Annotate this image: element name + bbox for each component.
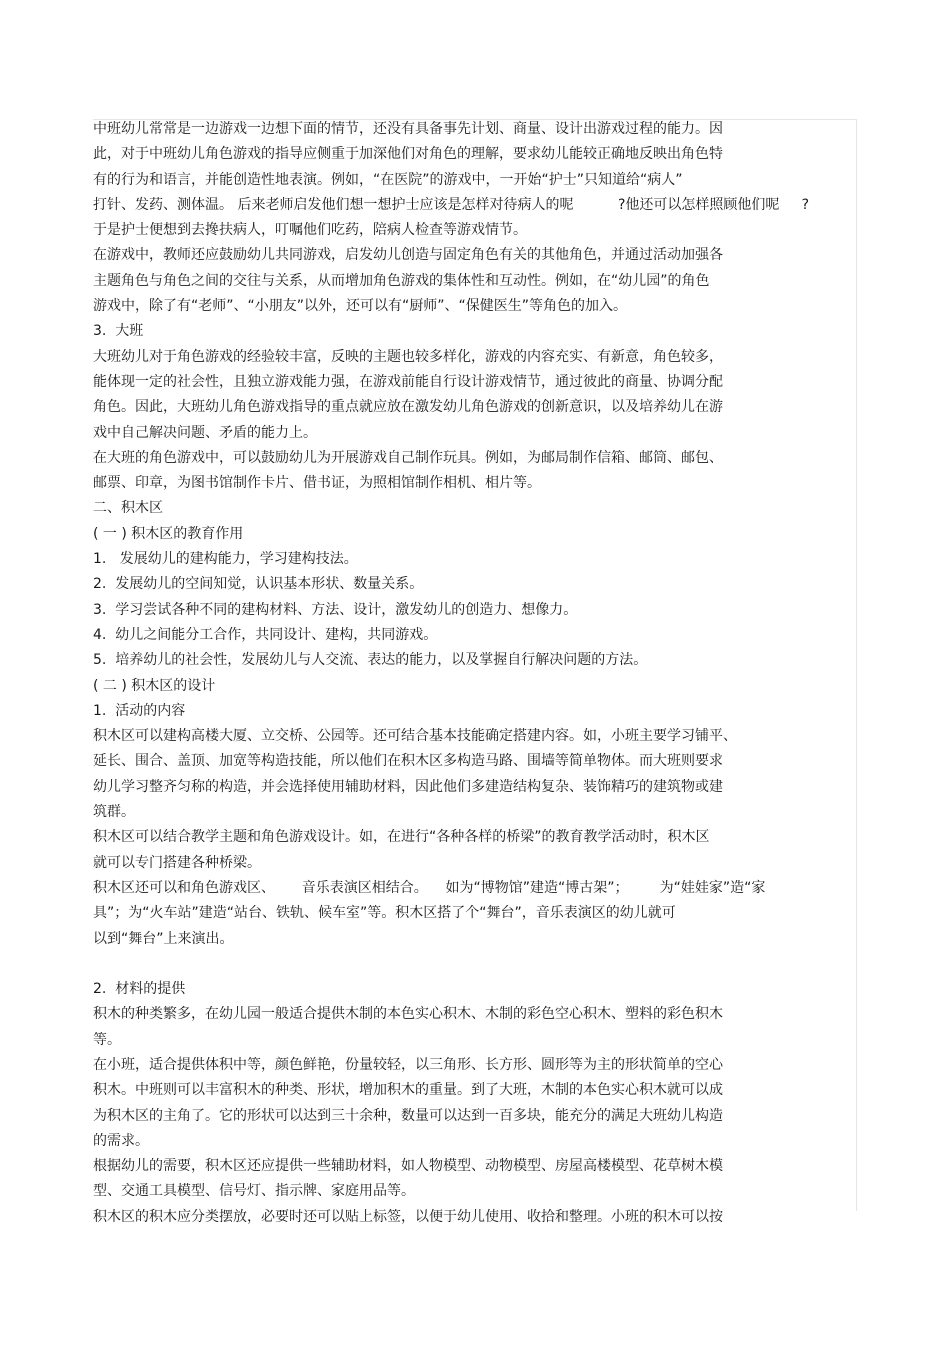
text-line: 根据幼儿的需要，积木区还应提供一些辅助材料，如人物模型、动物模型、房屋高楼模型、花草树木模 [93,1158,723,1175]
text-line: 型、交通工具模型、信号灯、指示牌、家庭用品等。 [93,1183,415,1200]
text-line: 于是护士便想到去搀扶病人，叮嘱他们吃药，陪病人检查等游戏情节。 [93,222,527,239]
text-line: 此，对于中班幼儿角色游戏的指导应侧重于加深他们对角色的理解，要求幼儿能较正确地反映出角色特 [93,146,723,163]
text-line: 积木的种类繁多，在幼儿园一般适合提供木制的本色实心积木、木制的彩色空心积木、塑料的彩色积木 [93,1006,723,1023]
text-line: 积木区可以建构高楼大厦、立交桥、公园等。还可结合基本技能确定搭建内容。如，小班主要学习铺平、 [93,728,737,745]
text-line: 等。 [93,1031,121,1048]
section-heading: 1. 活动的内容 [93,702,186,719]
list-item: 1. 发展幼儿的建构能力，学习建构技法。 [93,551,358,568]
text-line: 幼儿学习整齐匀称的构造，并会选择使用辅助材料，因此他们多建造结构复杂、装饰精巧的建筑物或建 [93,778,723,795]
text-line: 的需求。 [93,1132,149,1149]
text-line: 积木。中班则可以丰富积木的种类、形状，增加积木的重量。到了大班，木制的本色实心积木就可以成 [93,1082,723,1099]
text-line: 主题角色与角色之间的交往与关系，从而增加角色游戏的集体性和互动性。例如，在“幼儿园”的角色 [93,272,710,289]
text-line: 打针、发药、测体温。 后来老师启发他们想一想护士应该是怎样对待病人的呢 ?他还可以怎样照顾他们呢 ? [93,196,810,213]
section-heading: 3. 大班 [93,323,144,340]
document-body [93,117,853,1230]
text-line: 筑群。 [93,804,135,821]
text-line: 在小班，适合提供体积中等，颜色鲜艳，份量较轻，以三角形、长方形、圆形等为主的形状简单的空心 [93,1056,723,1073]
list-item: 3. 学习尝试各种不同的建构材料、方法、设计，激发幼儿的创造力、想像力。 [93,601,578,618]
text-line: 中班幼儿常常是一边游戏一边想下面的情节，还没有具备事先计划、商量、设计出游戏过程的能力。因 [93,121,723,137]
text-line: 在大班的角色游戏中，可以鼓励幼儿为开展游戏自己制作玩具。例如，为邮局制作信箱、邮筒、邮包、 [93,449,723,466]
text-line: 延长、围合、盖顶、加宽等构造技能，所以他们在积木区多构造马路、围墙等简单物体。而大班则要求 [93,753,723,770]
text-line: 为积木区的主角了。它的形状可以达到三十余种，数量可以达到一百多块，能充分的满足大班幼儿构造 [93,1107,723,1124]
section-heading: 2. 材料的提供 [93,981,186,998]
text-line: 邮票、印章，为图书馆制作卡片、借书证，为照相馆制作相机、相片等。 [93,475,541,492]
subsection-heading: ( 一 ) 积木区的教育作用 [93,525,244,542]
text-line: 能体现一定的社会性，且独立游戏能力强，在游戏前能自行设计游戏情节，通过彼此的商量、协调分配 [93,373,723,390]
blank-line [93,952,853,977]
section-heading: 二、积木区 [93,500,163,517]
list-item: 5. 培养幼儿的社会性，发展幼儿与人交流、表达的能力，以及掌握自行解决问题的方法。 [93,652,648,669]
text-line: 积木区可以结合教学主题和角色游戏设计。如，在进行“各种各样的桥梁”的教育教学活动时，积木区 [93,829,710,846]
text-line: 有的行为和语言，并能创造性地表演。例如，“在医院”的游戏中，一开始“护士”只知道给“病人” [93,171,683,188]
text-line: 在游戏中，教师还应鼓励幼儿共同游戏，启发幼儿创造与固定角色有关的其他角色，并通过活动加强各 [93,247,723,264]
text-line: 角色。因此，大班幼儿角色游戏指导的重点就应放在激发幼儿角色游戏的创新意识，以及培养幼儿在游 [93,399,723,416]
text-line: 具”；为“火车站”建造“站台、铁轨、候车室”等。积木区搭了个“舞台”，音乐表演区的幼儿就可 [93,905,676,922]
page-border-right [856,119,857,1211]
text-line: 以到“舞台”上来演出。 [93,930,234,947]
subsection-heading: ( 二 ) 积木区的设计 [93,677,216,694]
list-item: 4. 幼儿之间能分工合作，共同设计、建构，共同游戏。 [93,626,438,643]
list-item: 2. 发展幼儿的空间知觉，认识基本形状、数量关系。 [93,576,424,593]
text-line: 就可以专门搭建各种桥梁。 [93,854,261,871]
text-line: 大班幼儿对于角色游戏的经验较丰富，反映的主题也较多样化，游戏的内容充实、有新意，角色较多， [93,348,723,365]
text-line: 戏中自己解决问题、矛盾的能力上。 [93,424,317,441]
text-line: 积木区的积木应分类摆放，必要时还可以贴上标签，以便于幼儿使用、收拾和整理。小班的积木可以按 [93,1208,723,1225]
text-line: 积木区还可以和角色游戏区、 音乐表演区相结合。 如为“博物馆”建造“博古架”； 为“娃娃家”造“家 [93,879,766,896]
text-line: 游戏中，除了有“老师”、“小朋友”以外，还可以有“厨师”、“保健医生”等角色的加入。 [93,298,628,315]
